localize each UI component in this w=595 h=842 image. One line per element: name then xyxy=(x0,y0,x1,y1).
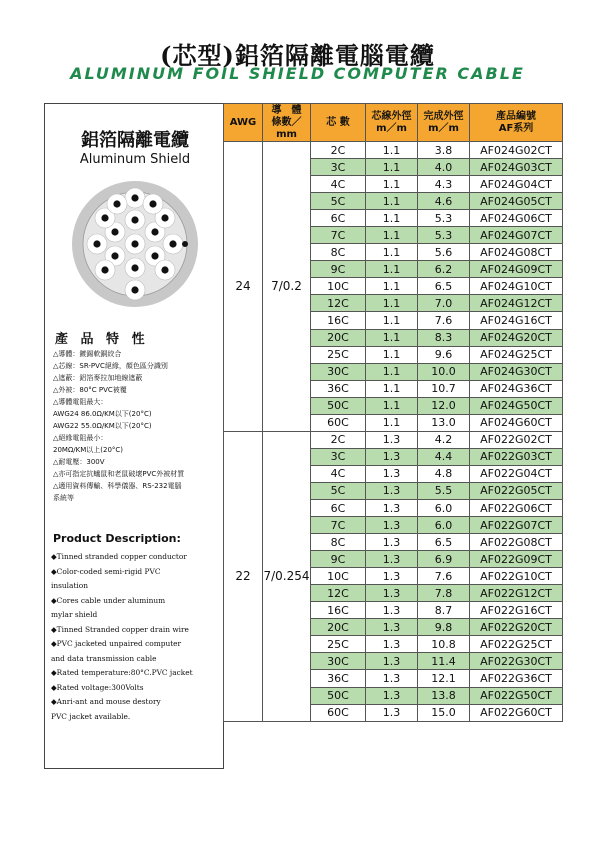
part-number-cell: AF024G06CT xyxy=(470,210,563,227)
core-od-cell: 1.3 xyxy=(366,653,418,670)
features-list xyxy=(53,348,223,504)
finish-od-cell: 10.7 xyxy=(418,380,470,397)
finish-od-cell: 7.0 xyxy=(418,295,470,312)
description-item: ◆Tinned stranded copper conductor xyxy=(51,552,187,561)
core-od-cell: 1.1 xyxy=(366,329,418,346)
cores-cell: 10C xyxy=(311,278,366,295)
cores-cell: 5C xyxy=(311,482,366,499)
core-od-cell: 1.1 xyxy=(366,414,418,431)
finish-od-cell: 6.5 xyxy=(418,278,470,295)
description-item: ◆Color-coded semi-rigid PVC xyxy=(51,566,161,576)
cores-cell: 5C xyxy=(311,193,366,210)
part-number-cell: AF022G50CT xyxy=(470,687,563,704)
core-od-cell: 1.1 xyxy=(366,278,418,295)
part-number-cell: AF022G05CT xyxy=(470,482,563,499)
cores-cell: 6C xyxy=(311,499,366,516)
core-od-cell: 1.1 xyxy=(366,312,418,329)
cores-cell: 60C xyxy=(311,414,366,431)
part-number-cell: AF024G05CT xyxy=(470,193,563,210)
finish-od-cell: 4.8 xyxy=(418,465,470,482)
conductor-cell: 7/0.254 xyxy=(263,431,311,721)
cores-cell: 3C xyxy=(311,159,366,176)
feature-item: △遮蔽：鋁箔麥拉加地線遮蔽 xyxy=(53,374,143,382)
feature-item: AWG22 55.0Ω/KM以下(20°C) xyxy=(53,422,152,430)
finish-od-cell: 7.6 xyxy=(418,312,470,329)
part-number-cell: AF022G02CT xyxy=(470,431,563,448)
table-row xyxy=(224,142,563,159)
description-item: ◆PVC jacketed unpaired computer xyxy=(51,639,182,648)
cores-cell: 60C xyxy=(311,704,366,721)
core-od-cell: 1.3 xyxy=(366,517,418,534)
part-number-cell: AF022G08CT xyxy=(470,534,563,551)
core-od-cell: 1.3 xyxy=(366,670,418,687)
finish-od-cell: 7.6 xyxy=(418,568,470,585)
feature-item: AWG24 86.0Ω/KM以下(20°C) xyxy=(53,410,152,418)
cores-cell: 9C xyxy=(311,261,366,278)
cores-cell: 8C xyxy=(311,244,366,261)
part-number-cell: AF024G60CT xyxy=(470,414,563,431)
finish-od-cell: 6.2 xyxy=(418,261,470,278)
description-item: ◆Rated voltage:300Volts xyxy=(51,682,144,692)
finish-od-cell: 9.6 xyxy=(418,346,470,363)
feature-item: △絕緣電阻最小： xyxy=(53,434,108,442)
panel-title: 鋁箔隔離電纜 xyxy=(81,130,189,151)
core-od-cell: 1.1 xyxy=(366,295,418,312)
feature-item: 20MΩ/KM以上(20°C) xyxy=(53,446,124,454)
description-item: PVC jacket available. xyxy=(51,711,131,721)
cores-cell: 50C xyxy=(311,397,366,414)
cores-cell: 30C xyxy=(311,363,366,380)
finish-od-cell: 10.8 xyxy=(418,636,470,653)
table-row xyxy=(224,431,563,448)
description-item: insulation xyxy=(51,581,88,590)
feature-item: △耐電壓：300V xyxy=(53,458,105,466)
cores-cell: 25C xyxy=(311,636,366,653)
finish-od-cell: 4.2 xyxy=(418,431,470,448)
part-number-cell: AF024G09CT xyxy=(470,261,563,278)
part-number-cell: AF022G20CT xyxy=(470,619,563,636)
core-od-cell: 1.1 xyxy=(366,159,418,176)
core-od-cell: 1.1 xyxy=(366,397,418,414)
description-item: ◆Tinned Stranded copper drain wire xyxy=(51,624,189,634)
part-number-cell: AF022G09CT xyxy=(470,551,563,568)
part-number-cell: AF022G36CT xyxy=(470,670,563,687)
product-info-panel xyxy=(44,103,224,769)
page-title: (芯型)鋁箔隔離電腦電纜 xyxy=(160,41,435,70)
cores-cell: 16C xyxy=(311,312,366,329)
part-number-cell: AF024G07CT xyxy=(470,227,563,244)
cores-cell: 10C xyxy=(311,568,366,585)
description-title: Product Description: xyxy=(53,532,181,545)
core-od-cell: 1.1 xyxy=(366,193,418,210)
part-number-cell: AF022G03CT xyxy=(470,448,563,465)
cores-cell: 25C xyxy=(311,346,366,363)
cores-cell: 3C xyxy=(311,448,366,465)
part-number-cell: AF022G04CT xyxy=(470,465,563,482)
part-number-cell: AF024G08CT xyxy=(470,244,563,261)
finish-od-cell: 9.8 xyxy=(418,619,470,636)
cores-cell: 6C xyxy=(311,210,366,227)
awg-cell: 22 xyxy=(224,431,263,721)
core-od-cell: 1.3 xyxy=(366,585,418,602)
finish-od-cell: 10.0 xyxy=(418,363,470,380)
part-number-cell: AF024G30CT xyxy=(470,363,563,380)
feature-item: 系統等 xyxy=(53,494,74,502)
description-item: ◆Rated temperature:80°C.PVC jacket xyxy=(51,668,193,677)
finish-od-cell: 7.8 xyxy=(418,585,470,602)
cores-cell: 2C xyxy=(311,431,366,448)
core-od-cell: 1.3 xyxy=(366,482,418,499)
cores-cell: 30C xyxy=(311,653,366,670)
finish-od-cell: 4.3 xyxy=(418,176,470,193)
core-od-cell: 1.3 xyxy=(366,499,418,516)
spec-table xyxy=(223,103,563,722)
cores-cell: 36C xyxy=(311,670,366,687)
core-od-cell: 1.1 xyxy=(366,380,418,397)
part-number-cell: AF024G25CT xyxy=(470,346,563,363)
table-header-row xyxy=(224,104,563,142)
finish-od-cell: 5.3 xyxy=(418,227,470,244)
cores-cell: 36C xyxy=(311,380,366,397)
cores-cell: 12C xyxy=(311,585,366,602)
part-number-cell: AF024G02CT xyxy=(470,142,563,159)
header-part-number: 產品編號 AF系列 xyxy=(470,104,563,142)
part-number-cell: AF024G12CT xyxy=(470,295,563,312)
finish-od-cell: 4.6 xyxy=(418,193,470,210)
feature-item: △導體電阻最大： xyxy=(53,398,108,406)
part-number-cell: AF024G50CT xyxy=(470,397,563,414)
part-number-cell: AF022G16CT xyxy=(470,602,563,619)
finish-od-cell: 3.8 xyxy=(418,142,470,159)
feature-item: △芯線：SR-PVC絕緣，顏色區分識別 xyxy=(53,362,168,370)
finish-od-cell: 12.1 xyxy=(418,670,470,687)
finish-od-cell: 6.0 xyxy=(418,499,470,516)
cores-cell: 12C xyxy=(311,295,366,312)
feature-item: △外被：80°C PVC被覆 xyxy=(53,386,127,394)
cores-cell: 20C xyxy=(311,619,366,636)
part-number-cell: AF024G04CT xyxy=(470,176,563,193)
panel-subtitle: Aluminum Shield xyxy=(79,152,191,167)
core-od-cell: 1.3 xyxy=(366,568,418,585)
part-number-cell: AF022G30CT xyxy=(470,653,563,670)
awg-cell: 24 xyxy=(224,142,263,432)
part-number-cell: AF022G06CT xyxy=(470,499,563,516)
finish-od-cell: 15.0 xyxy=(418,704,470,721)
description-item: and data transmission cable xyxy=(51,653,157,663)
finish-od-cell: 6.0 xyxy=(418,517,470,534)
part-number-cell: AF022G25CT xyxy=(470,636,563,653)
description-list xyxy=(51,550,223,724)
core-od-cell: 1.3 xyxy=(366,448,418,465)
cable-cross-section-image xyxy=(71,180,199,308)
cores-cell: 16C xyxy=(311,602,366,619)
core-od-cell: 1.3 xyxy=(366,465,418,482)
cores-cell: 50C xyxy=(311,687,366,704)
core-od-cell: 1.3 xyxy=(366,551,418,568)
part-number-cell: AF024G36CT xyxy=(470,380,563,397)
finish-od-cell: 11.4 xyxy=(418,653,470,670)
header-core-od: 芯線外徑 m／m xyxy=(366,104,418,142)
cores-cell: 2C xyxy=(311,142,366,159)
core-od-cell: 1.3 xyxy=(366,687,418,704)
feature-item: △導體：鍍錫軟銅絞合 xyxy=(53,350,122,358)
table-body xyxy=(224,142,563,722)
core-od-cell: 1.1 xyxy=(366,176,418,193)
core-od-cell: 1.1 xyxy=(366,244,418,261)
part-number-cell: AF024G16CT xyxy=(470,312,563,329)
cores-cell: 7C xyxy=(311,517,366,534)
header-awg: AWG xyxy=(224,104,263,142)
part-number-cell: AF024G03CT xyxy=(470,159,563,176)
finish-od-cell: 8.7 xyxy=(418,602,470,619)
core-od-cell: 1.1 xyxy=(366,261,418,278)
finish-od-cell: 6.9 xyxy=(418,551,470,568)
part-number-cell: AF022G10CT xyxy=(470,568,563,585)
part-number-cell: AF024G20CT xyxy=(470,329,563,346)
cores-cell: 4C xyxy=(311,176,366,193)
part-number-cell: AF022G12CT xyxy=(470,585,563,602)
part-number-cell: AF022G60CT xyxy=(470,704,563,721)
core-od-cell: 1.1 xyxy=(366,363,418,380)
header-conductor: 導 體 條數／mm xyxy=(263,104,311,142)
finish-od-cell: 5.6 xyxy=(418,244,470,261)
finish-od-cell: 13.0 xyxy=(418,414,470,431)
core-od-cell: 1.3 xyxy=(366,431,418,448)
finish-od-cell: 12.0 xyxy=(418,397,470,414)
feature-item: △適用資料傳輸、科學儀器、RS-232電腦 xyxy=(53,482,182,490)
description-item: ◆Cores cable under aluminum xyxy=(51,595,166,605)
core-od-cell: 1.1 xyxy=(366,346,418,363)
core-od-cell: 1.1 xyxy=(366,227,418,244)
core-od-cell: 1.3 xyxy=(366,636,418,653)
header-finish-od: 完成外徑 m／m xyxy=(418,104,470,142)
finish-od-cell: 13.8 xyxy=(418,687,470,704)
finish-od-cell: 6.5 xyxy=(418,534,470,551)
part-number-cell: AF022G07CT xyxy=(470,517,563,534)
core-od-cell: 1.3 xyxy=(366,619,418,636)
finish-od-cell: 5.3 xyxy=(418,210,470,227)
description-item: mylar shield xyxy=(51,610,98,619)
finish-od-cell: 4.0 xyxy=(418,159,470,176)
cores-cell: 8C xyxy=(311,534,366,551)
cores-cell: 9C xyxy=(311,551,366,568)
core-od-cell: 1.1 xyxy=(366,210,418,227)
core-od-cell: 1.3 xyxy=(366,602,418,619)
finish-od-cell: 4.4 xyxy=(418,448,470,465)
finish-od-cell: 8.3 xyxy=(418,329,470,346)
core-od-cell: 1.3 xyxy=(366,534,418,551)
features-title: 產 品 特 性 xyxy=(55,332,149,347)
conductor-cell: 7/0.2 xyxy=(263,142,311,432)
core-od-cell: 1.3 xyxy=(366,704,418,721)
cores-cell: 4C xyxy=(311,465,366,482)
feature-item: △亦可指定抗蟻鼠和老鼠破壞PVC外被材質 xyxy=(53,470,185,478)
part-number-cell: AF024G10CT xyxy=(470,278,563,295)
description-item: ◆Anri-ant and mouse destory xyxy=(51,697,161,706)
page-subtitle: ALUMINUM FOIL SHIELD COMPUTER CABLE xyxy=(70,64,525,83)
cores-cell: 7C xyxy=(311,227,366,244)
core-od-cell: 1.1 xyxy=(366,142,418,159)
finish-od-cell: 5.5 xyxy=(418,482,470,499)
cores-cell: 20C xyxy=(311,329,366,346)
header-cores: 芯 數 xyxy=(311,104,366,142)
